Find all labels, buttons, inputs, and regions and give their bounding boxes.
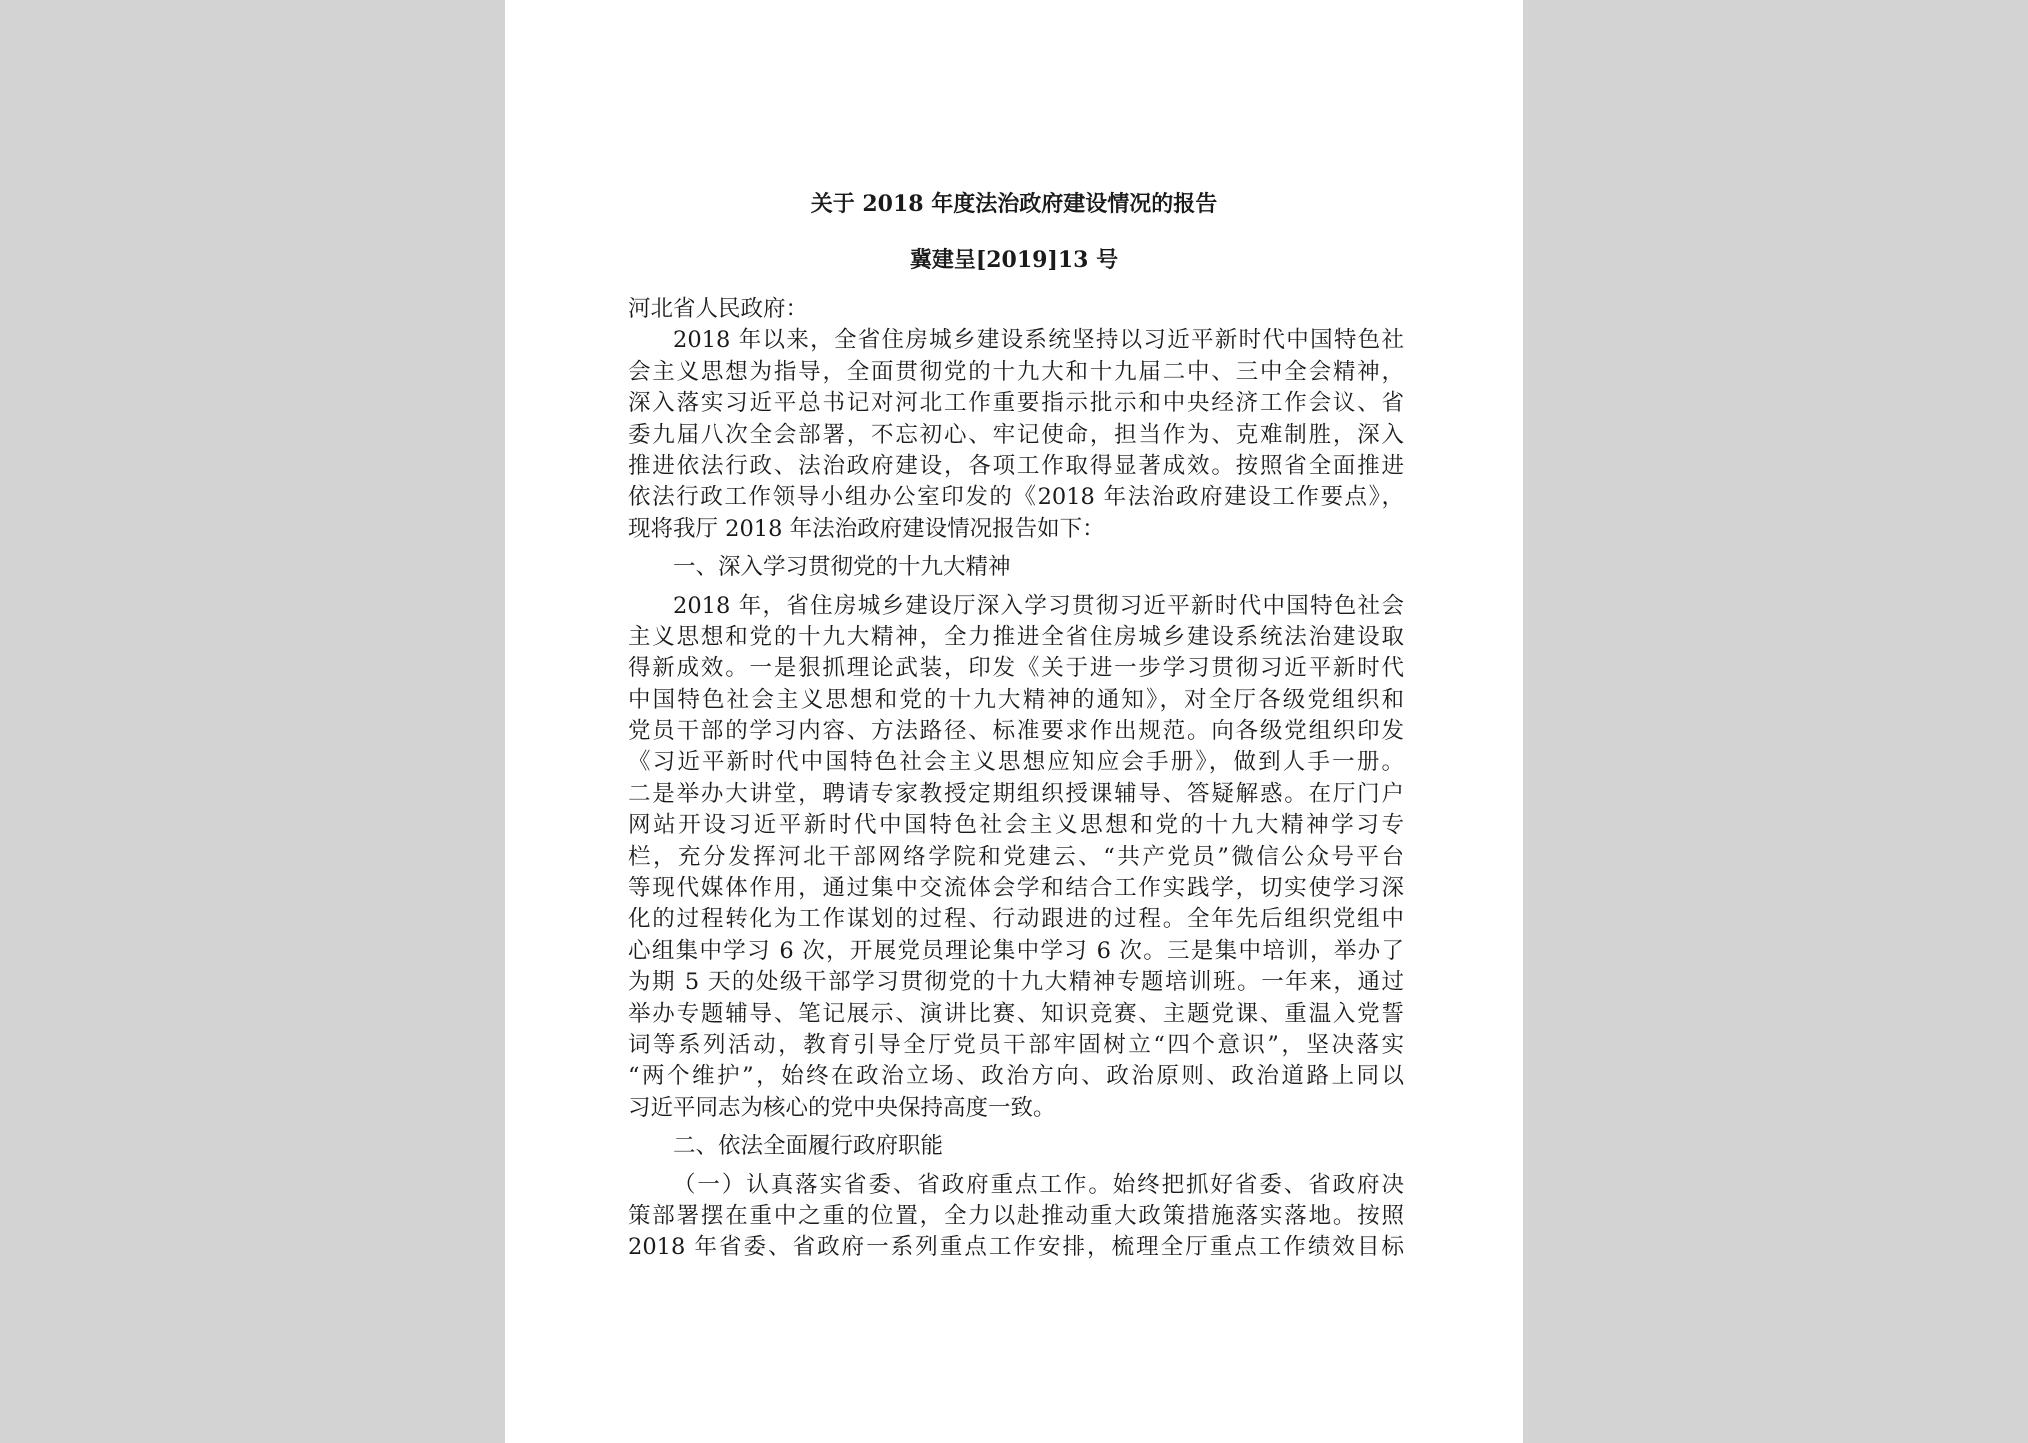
section-heading-2: 二、依法全面履行政府职能 (673, 1133, 944, 1160)
text-line: 2018 年以来，全省住房城乡建设系统坚持以习近平新时代中国特色社 (673, 327, 1404, 354)
text-line: 现将我厅 2018 年法治政府建设情况报告如下： (628, 515, 1105, 542)
document-page (505, 0, 1523, 1443)
paragraph-study (628, 591, 1404, 1125)
text-line: 等现代媒体作用，通过集中交流体会学和结合工作实践学，切实使学习深 (628, 875, 1404, 902)
salutation: 河北省人民政府： (628, 296, 809, 322)
text-line: 网站开设习近平新时代中国特色社会主义思想和党的十九大精神学习专 (628, 812, 1404, 839)
text-line: 依法行政工作领导小组办公室印发的《2018 年法治政府建设工作要点》， (628, 484, 1404, 511)
text-line: 2018 年省委、省政府一系列重点工作安排，梳理全厅重点工作绩效目标 (628, 1234, 1404, 1261)
text-line: 推进依法行政、法治政府建设，各项工作取得显著成效。按照省全面推进 (628, 452, 1404, 479)
text-line: 得新成效。一是狠抓理论武装，印发《关于进一步学习贯彻习近平新时代 (628, 655, 1404, 682)
paragraph-duties (628, 1170, 1404, 1264)
text-line: 党员干部的学习内容、方法路径、标准要求作出规范。向各级党组织印发 (628, 718, 1404, 745)
section-heading-1: 一、深入学习贯彻党的十九大精神 (673, 554, 1011, 581)
text-line: 主义思想和党的十九大精神，全力推进全省住房城乡建设系统法治建设取 (628, 623, 1404, 650)
document-title: 关于 2018 年度法治政府建设情况的报告 (810, 191, 1218, 217)
text-line: 中国特色社会主义思想和党的十九大精神的通知》，对全厅各级党组织和 (628, 686, 1404, 713)
text-line: 会主义思想为指导，全面贯彻党的十九大和十九届二中、三中全会精神， (628, 358, 1404, 385)
text-line: 策部署摆在重中之重的位置，全力以赴推动重大政策措施落实落地。按照 (628, 1202, 1404, 1229)
text-line: 栏，充分发挥河北干部网络学院和党建云、“共产党员”微信公众号平台 (628, 843, 1404, 870)
text-line: 为期 5 天的处级干部学习贯彻党的十九大精神专题培训班。一年来，通过 (628, 969, 1404, 996)
text-line: 委九届八次全会部署，不忘初心、牢记使命，担当作为、克难制胜，深入 (628, 421, 1404, 448)
text-line: 词等系列活动，教育引导全厅党员干部牢固树立“四个意识”，坚决落实 (628, 1031, 1404, 1058)
text-line: 深入落实习近平总书记对河北工作重要指示批示和中央经济工作会议、省 (628, 390, 1404, 417)
text-line: 化的过程转化为工作谋划的过程、行动跟进的过程。全年先后组织党组中 (628, 906, 1404, 933)
text-line: 心组集中学习 6 次，开展党员理论集中学习 6 次。三是集中培训，举办了 (628, 937, 1404, 964)
text-line: 《习近平新时代中国特色社会主义思想应知应会手册》，做到人手一册。 (628, 749, 1404, 776)
text-line: （一）认真落实省委、省政府重点工作。始终把抓好省委、省政府决 (673, 1171, 1404, 1198)
text-line: 2018 年，省住房城乡建设厅深入学习贯彻习近平新时代中国特色社会 (673, 592, 1404, 619)
text-line: 举办专题辅导、笔记展示、演讲比赛、知识竞赛、主题党课、重温入党誓 (628, 1000, 1404, 1027)
text-line: 二是举办大讲堂，聘请专家教授定期组织授课辅导、答疑解惑。在厅门户 (628, 780, 1404, 807)
text-line: “两个维护”，始终在政治立场、政治方向、政治原则、政治道路上同以 (628, 1063, 1404, 1090)
document-number: 冀建呈[2019]13 号 (909, 247, 1119, 273)
document-body (628, 294, 1404, 1264)
paragraph-intro (628, 325, 1404, 545)
text-line: 习近平同志为核心的党中央保持高度一致。 (628, 1094, 1056, 1121)
